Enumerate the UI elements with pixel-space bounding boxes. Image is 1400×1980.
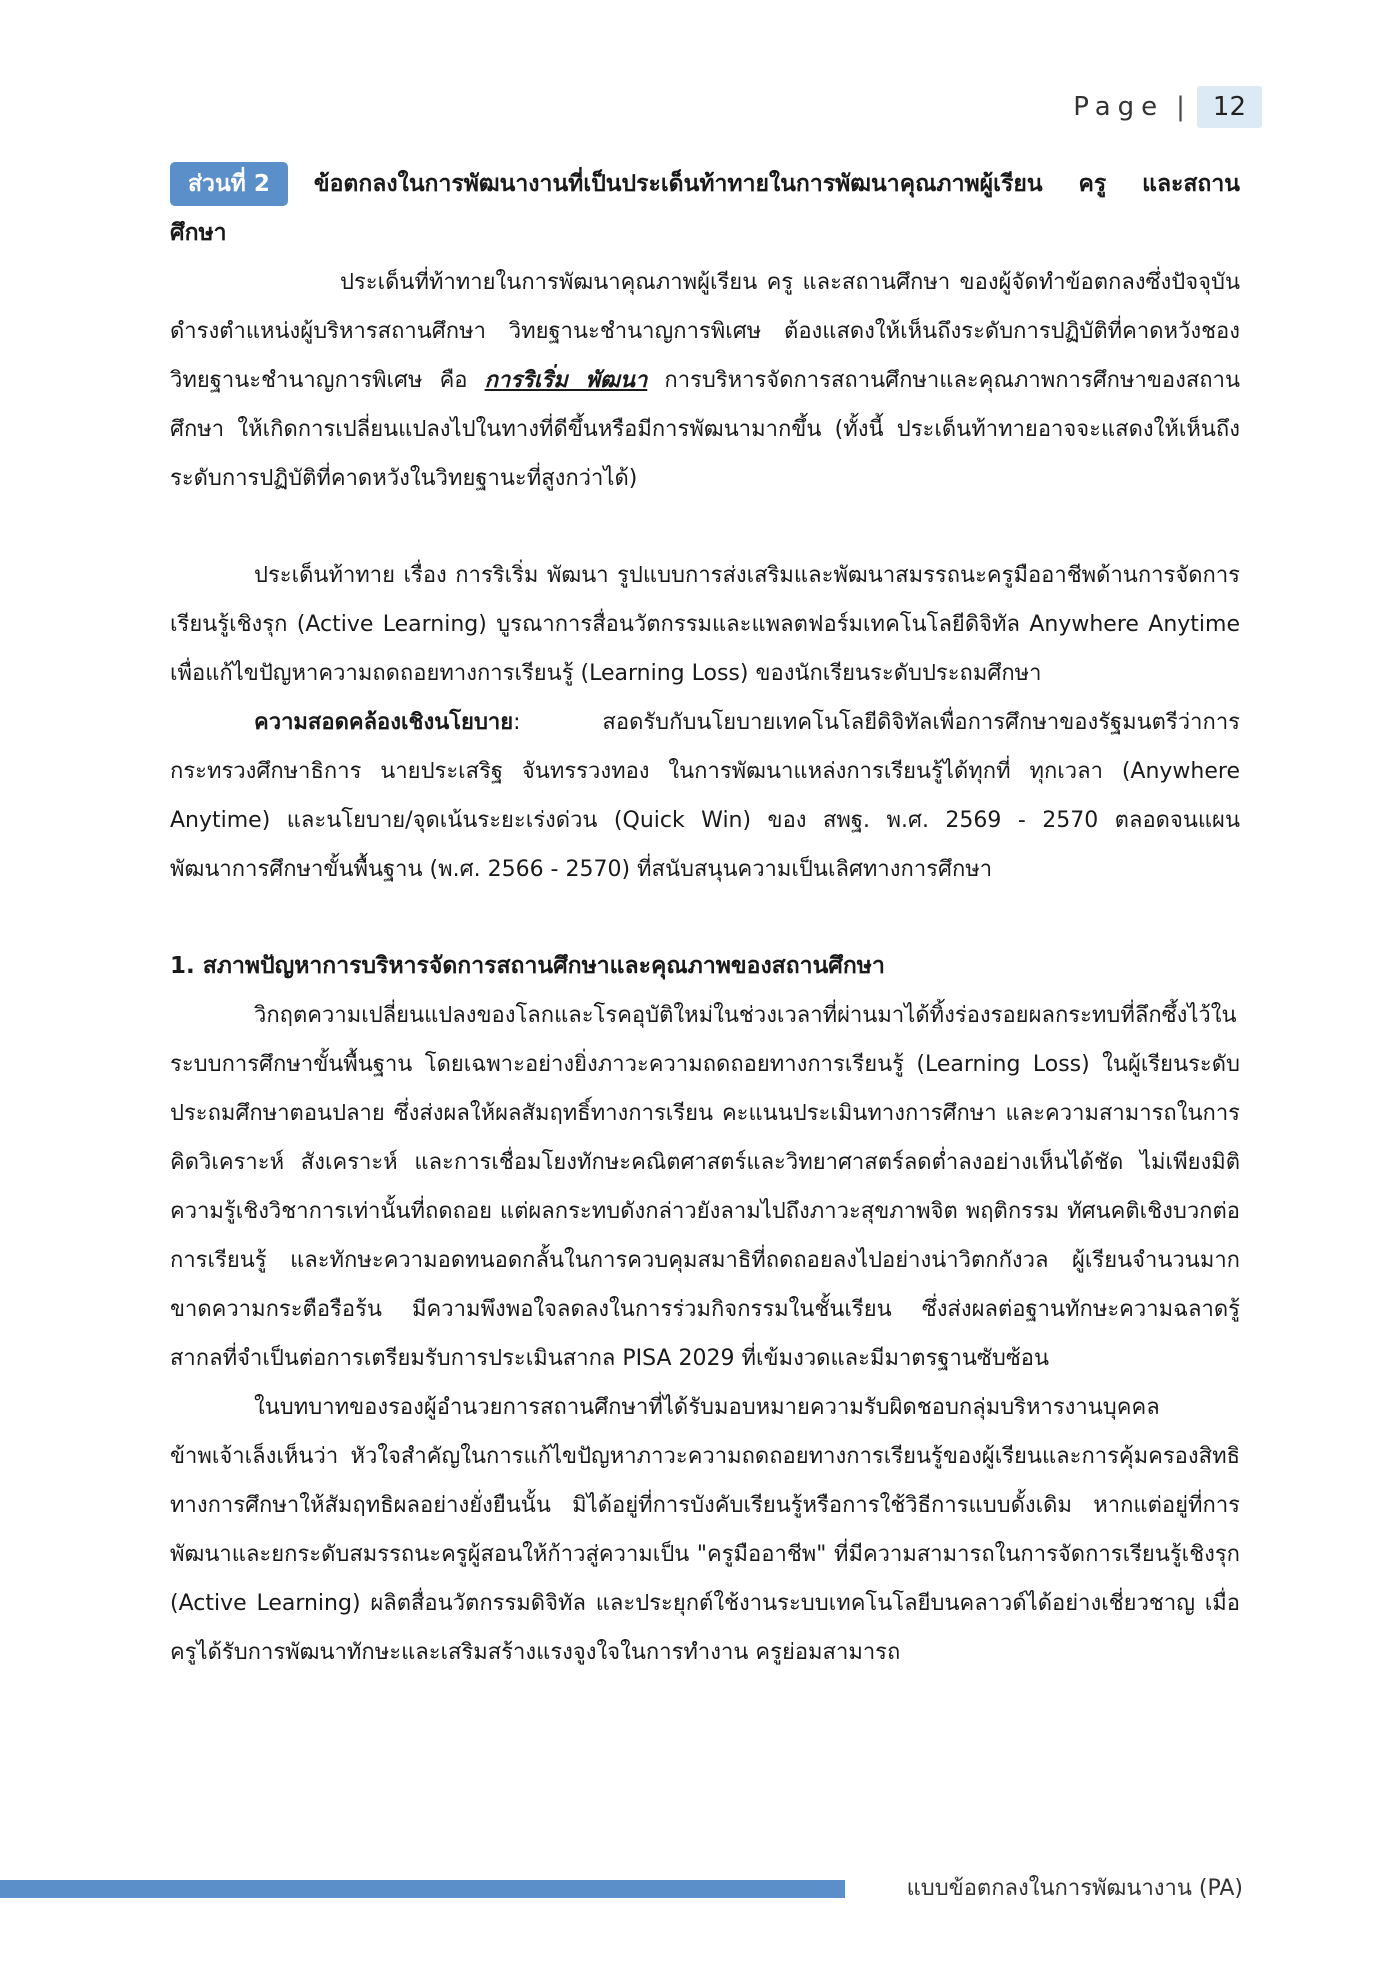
- section-badge: ส่วนที่ 2: [170, 162, 288, 206]
- policy-label: ความสอดคล้องเชิงนโยบาย: [254, 710, 514, 735]
- page-header: [1073, 86, 1262, 128]
- paragraph-policy: [170, 698, 1240, 894]
- page-label: Page: [1073, 92, 1165, 122]
- section-title: ข้อตกลงในการพัฒนางานที่เป็นประเด็นท้าทายในการพัฒนาคุณภาพผู้เรียน ครู และสถานศึกษา: [170, 171, 1240, 246]
- paragraph-intro-text-a: ประเด็นที่ท้าทายในการพัฒนาคุณภาพผู้เรียน ครู และสถานศึกษา ของผู้จัดทำข้อตกลงซึ่งปัจจุบันดำรงตำแหน่งผู้บริหารสถานศึกษา วิทยฐานะชำนาญการพิเศษ ต้องแสดงให้เห็นถึงระดับการปฏิบัติที่คาดหวังชองวิทยฐานะชำนาญการพิเศษ คือ: [170, 270, 1240, 393]
- spacer: [170, 894, 1240, 942]
- document-body: [170, 160, 1240, 1677]
- heading-problem-state: 1. สภาพปัญหาการบริหารจัดการสถานศึกษาและคุณภาพของสถานศึกษา: [170, 953, 885, 979]
- paragraph-role: ในบทบาทของรองผู้อำนวยการสถานศึกษาที่ได้รับมอบหมายความรับผิดชอบกลุ่มบริหารงานบุคคล ข้าพเจ้าเล็งเห็นว่า หัวใจสำคัญในการแก้ไขปัญหาภาวะความถดถอยทางการเรียนรู้ของผู้เรียนและการคุ้มครองสิทธิทางการศึกษาให้สัมฤทธิผลอย่างยั่งยืนนั้น มิได้อยู่ที่การบังคับเรียนรู้หรือการใช้วิธีการแบบดั้งเดิม หากแต่อยู่ที่การพัฒนาและยกระดับสมรรถนะครูผู้สอนให้ก้าวสู่ความเป็น "ครูมืออาชีพ" ที่มีความสามารถในการจัดการเรียนรู้เชิงรุก (Active Learning) ผลิตสื่อนวัตกรรมดิจิทัล และประยุกต์ใช้งานระบบเทคโนโลยีบนคลาวด์ได้อย่างเชี่ยวชาญ เมื่อครูได้รับการพัฒนาทักษะและเสริมสร้างแรงจูงใจในการทำงาน ครูย่อมสามารถ: [170, 1395, 1240, 1665]
- page-number-badge: 12: [1197, 86, 1262, 128]
- footer-title: แบบข้อตกลงในการพัฒนางาน (PA): [906, 1876, 1243, 1901]
- footer-accent-bar: [0, 1880, 845, 1898]
- paragraph-intro: [170, 258, 1240, 503]
- paragraph-problem: วิกฤตความเปลี่ยนแปลงของโลกและโรคอุบัติใหม่ในช่วงเวลาที่ผ่านมาได้ทิ้งร่องรอยผลกระทบที่ลึกซึ้งไว้ในระบบการศึกษาขั้นพื้นฐาน โดยเฉพาะอย่างยิ่งภาวะความถดถอยทางการเรียนรู้ (Learning Loss) ในผู้เรียนระดับประถมศึกษาตอนปลาย ซึ่งส่งผลให้ผลสัมฤทธิ์ทางการเรียน คะแนนประเมินทางการศึกษา และความสามารถในการคิดวิเคราะห์ สังเคราะห์ และการเชื่อมโยงทักษะคณิตศาสตร์และวิทยาศาสตร์ลดต่ำลงอย่างเห็นได้ชัด ไม่เพียงมิติความรู้เชิงวิชาการเท่านั้นที่ถดถอย แต่ผลกระทบดังกล่าวยังลามไปถึงภาวะสุขภาพจิต พฤติกรรม ทัศนคติเชิงบวกต่อการเรียนรู้ และทักษะความอดทนอดกลั้นในการควบคุมสมาธิที่ถดถอยลงไปอย่างน่าวิตกกังวล ผู้เรียนจำนวนมากขาดความกระตือรือร้น มีความพึงพอใจลดลงในการร่วมกิจกรรมในชั้นเรียน ซึ่งส่งผลต่อฐานทักษะความฉลาดรู้สากลที่จำเป็นต่อการเตรียมรับการประเมินสากล PISA 2029 ที่เข้มงวดและมีมาตรฐานซับซ้อน: [170, 1003, 1240, 1371]
- paragraph-challenge: ประเด็นท้าทาย เรื่อง การริเริ่ม พัฒนา รูปแบบการส่งเสริมและพัฒนาสมรรถนะครูมืออาชีพด้านการจัดการเรียนรู้เชิงรุก (Active Learning) บูรณาการสื่อนวัตกรรมและแพลตฟอร์มเทคโนโลยีดิจิทัล Anywhere Anytime เพื่อแก้ไขปัญหาความถดถอยทางการเรียนรู้ (Learning Loss) ของนักเรียนระดับประถมศึกษา: [170, 563, 1240, 686]
- policy-text: : สอดรับกับนโยบายเทคโนโลยีดิจิทัลเพื่อการศึกษาของรัฐมนตรีว่าการกระทรวงศึกษาธิการ นายประเสริฐ จันทรรวงทอง ในการพัฒนาแหล่งการเรียนรู้ได้ทุกที่ ทุกเวลา (Anywhere Anytime) และนโยบาย/จุดเน้นระยะเร่งด่วน (Quick Win) ของ สพฐ. พ.ศ. 2569 - 2570 ตลอดจนแผนพัฒนาการศึกษาขั้นพื้นฐาน (พ.ศ. 2566 - 2570) ที่สนับสนุนความเป็นเลิศทางการศึกษา: [170, 710, 1240, 882]
- spacer: [170, 503, 1240, 551]
- section-title-line: [170, 160, 1240, 258]
- emphasis-initiate-develop: การริเริ่ม พัฒนา: [484, 368, 648, 393]
- paragraph-intro-text-b: การบริหารจัดการสถานศึกษาและคุณภาพการศึกษาของสถานศึกษา ให้เกิดการเปลี่ยนแปลงไปในทางที่ดีขึ้นหรือมีการพัฒนามากขึ้น (ทั้งนี้ ประเด็นท้าทายอาจจะแสดงให้เห็นถึงระดับการปฏิบัติที่คาดหวังในวิทยฐานะที่สูงกว่าได้): [170, 368, 1240, 491]
- page-separator: |: [1176, 92, 1185, 122]
